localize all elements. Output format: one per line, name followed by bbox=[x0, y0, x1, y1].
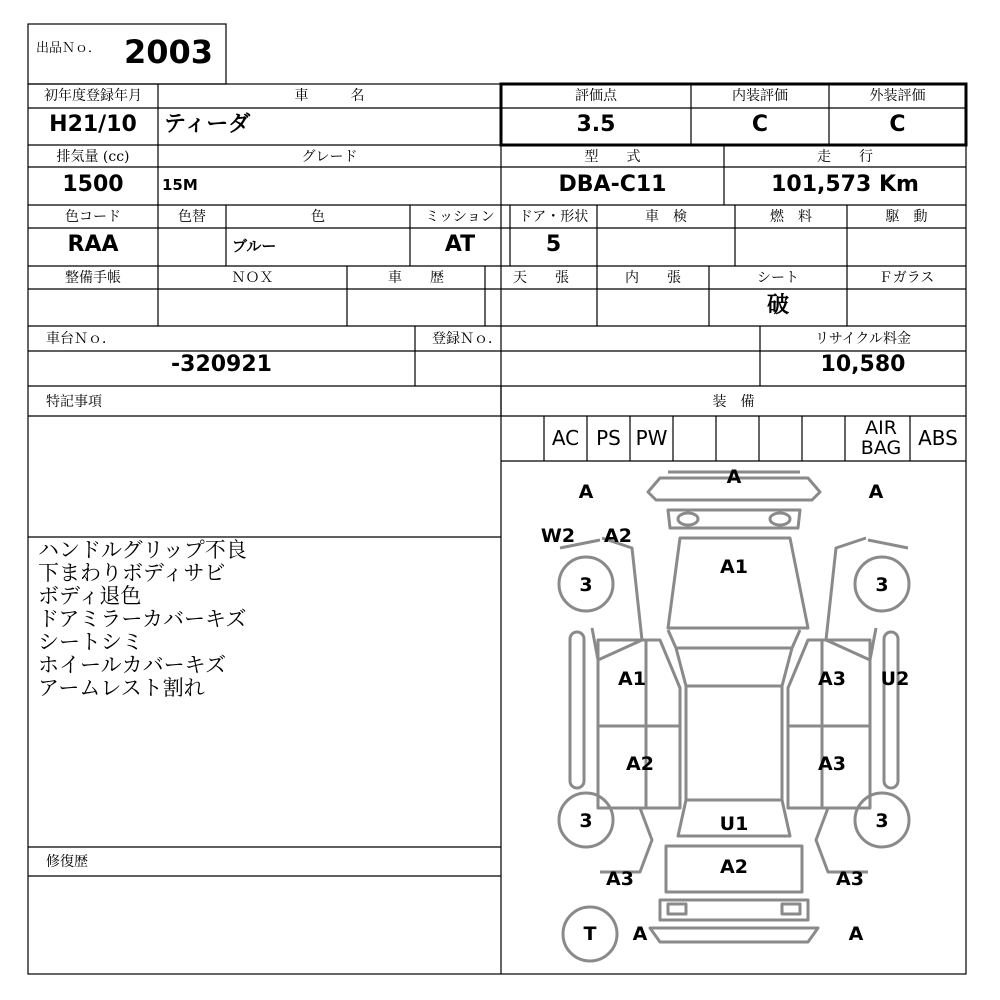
fuel-label: 燃 料 bbox=[770, 209, 812, 225]
score-value: 3.5 bbox=[576, 112, 616, 137]
mark-trunk: A2 bbox=[720, 856, 748, 878]
displacement-label: 排気量 (cc) bbox=[56, 149, 130, 165]
model-label: 型 式 bbox=[584, 149, 641, 165]
equipment-ps: PS bbox=[596, 426, 621, 450]
service-book-label: 整備手帳 bbox=[65, 270, 121, 286]
color-code-label: 色コード bbox=[65, 209, 121, 225]
mark-front-bumper: A bbox=[726, 466, 742, 488]
mileage-label: 走 行 bbox=[817, 149, 873, 165]
mark-left-front-door: A1 bbox=[618, 668, 646, 690]
glass-label: Ｆガラス bbox=[878, 270, 935, 286]
remark-line: ボディ退色 bbox=[38, 584, 142, 608]
nox-label: ＮＯＸ bbox=[231, 270, 274, 286]
repaint-label: 色替 bbox=[178, 209, 206, 225]
equipment-pw: PW bbox=[635, 426, 668, 450]
remark-line: アームレスト割れ bbox=[38, 676, 205, 700]
color-label: 色 bbox=[311, 209, 325, 225]
drive-label: 駆 動 bbox=[885, 209, 928, 225]
mark-hood: A1 bbox=[720, 556, 748, 578]
remark-line: 下まわりボディサビ bbox=[38, 561, 226, 585]
repair-label: 修復歴 bbox=[46, 854, 88, 870]
remarks-label: 特記事項 bbox=[46, 394, 102, 410]
mark-rear-right: A bbox=[848, 923, 864, 945]
mark-right-sill: U2 bbox=[880, 668, 910, 690]
mark-tire-rl: 3 bbox=[579, 810, 593, 832]
car-name-value: ティーダ bbox=[164, 112, 251, 137]
chassis-label: 車台Ｎｏ． bbox=[46, 331, 116, 347]
color-code-value: RAA bbox=[67, 232, 119, 257]
mission-value: AT bbox=[444, 232, 476, 257]
interior-trim-label: 内 張 bbox=[625, 270, 681, 286]
interior-label: 内装評価 bbox=[732, 88, 788, 104]
reg-no-label: 登録Ｎｏ． bbox=[432, 331, 502, 347]
grade-label: グレード bbox=[301, 149, 358, 165]
equipment-label: 装 備 bbox=[712, 394, 755, 410]
mark-front-left-corner: A bbox=[578, 481, 594, 503]
chassis-value: -320921 bbox=[171, 352, 272, 377]
seat-value: 破 bbox=[766, 293, 789, 318]
equipment-abs: ABS bbox=[918, 426, 958, 450]
remarks-list bbox=[38, 539, 247, 700]
mark-tire-rr: 3 bbox=[875, 810, 889, 832]
mileage-value: 101,573 Km bbox=[771, 172, 919, 197]
equipment-airbag: AIR BAG bbox=[860, 417, 902, 459]
first-reg-value: H21/10 bbox=[49, 112, 137, 137]
mark-roof-rear: U1 bbox=[719, 813, 749, 835]
mark-left-fender-b: A2 bbox=[604, 525, 632, 547]
recycle-value: 10,580 bbox=[820, 352, 906, 377]
lot-label: 出品Ｎｏ． bbox=[36, 41, 102, 56]
mark-spare: T bbox=[583, 923, 597, 945]
mark-tire-fr: 3 bbox=[875, 574, 889, 596]
mark-rear-left: A bbox=[632, 923, 648, 945]
mark-right-rear-door: A3 bbox=[818, 753, 846, 775]
mark-front-right-corner: A bbox=[868, 481, 884, 503]
exterior-value: C bbox=[889, 112, 906, 137]
mark-right-rear-quarter: A3 bbox=[836, 868, 864, 890]
mark-left-rear-quarter: A3 bbox=[606, 868, 634, 890]
grade-value: 15M bbox=[162, 176, 198, 194]
mark-left-fender: W2 bbox=[540, 525, 576, 547]
remark-line: シートシミ bbox=[38, 630, 143, 654]
seat-label: シート bbox=[757, 270, 799, 286]
displacement-value: 1500 bbox=[62, 172, 124, 197]
score-label: 評価点 bbox=[575, 88, 617, 104]
mark-tire-fl: 3 bbox=[579, 574, 593, 596]
lot-number: 2003 bbox=[124, 33, 214, 71]
ceiling-label: 天 張 bbox=[513, 270, 569, 286]
inspection-label: 車 検 bbox=[645, 209, 687, 225]
remark-line: ホイールカバーキズ bbox=[38, 653, 227, 677]
car-name-label: 車 名 bbox=[294, 88, 365, 104]
interior-value: C bbox=[751, 112, 769, 137]
equipment-ac: AC bbox=[551, 426, 580, 450]
mission-label: ミッション bbox=[425, 209, 495, 225]
model-value: DBA-C11 bbox=[558, 172, 667, 197]
doors-value: 5 bbox=[545, 232, 562, 257]
mark-right-front-door: A3 bbox=[818, 668, 846, 690]
recycle-label: リサイクル料金 bbox=[814, 331, 912, 347]
exterior-label: 外装評価 bbox=[869, 88, 926, 104]
color-value: ブルー bbox=[232, 237, 277, 255]
mark-left-rear-door: A2 bbox=[626, 753, 654, 775]
remark-line: ハンドルグリップ不良 bbox=[38, 538, 247, 562]
first-reg-label: 初年度登録年月 bbox=[44, 88, 142, 104]
remark-line: ドアミラーカバーキズ bbox=[38, 607, 247, 631]
doors-label: ドア・形状 bbox=[518, 209, 589, 225]
history-label: 車 歴 bbox=[388, 270, 444, 286]
